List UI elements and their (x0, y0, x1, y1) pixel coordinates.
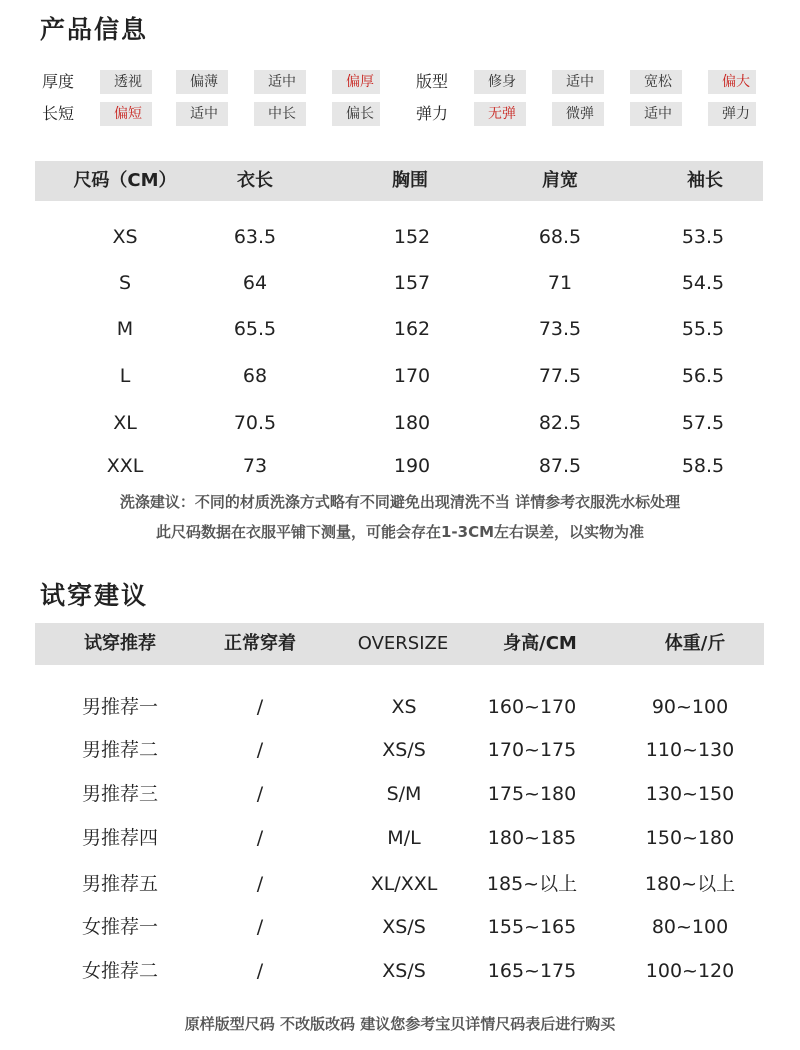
attribute-option (100, 70, 152, 94)
oversize-cell: M/L (387, 827, 421, 849)
oversize-col-header: OVERSIZE (357, 633, 449, 654)
recommend-cell: 女推荐一 (81, 916, 158, 938)
attribute-row (0, 70, 800, 94)
normal-wear-cell: / (256, 960, 264, 982)
attribute-option-label: 偏长 (346, 106, 374, 122)
normal-wear-cell: / (256, 916, 264, 938)
chest-cell: 180 (393, 412, 431, 434)
sleeve-cell: 55.5 (681, 318, 725, 340)
chest-col-header: 胸围 (392, 170, 428, 191)
shoulder-cell: 82.5 (538, 412, 582, 434)
size-table-row (0, 361, 800, 391)
attribute-option-label: 适中 (190, 106, 218, 122)
attribute-option (176, 70, 228, 94)
normal-wear-cell: / (256, 739, 264, 761)
normal-wear-col-header: 正常穿着 (224, 633, 296, 654)
fit-table-header (35, 623, 764, 665)
weight-cell: 90~100 (651, 696, 729, 718)
attribute-option-label: 适中 (644, 106, 672, 122)
attribute-label: 长短 (42, 104, 75, 123)
sleeve-cell: 56.5 (681, 365, 725, 387)
oversize-cell: XS/S (382, 960, 426, 982)
height-cell: 170~175 (487, 739, 577, 761)
height-cell: 185~以上 (486, 873, 578, 895)
attribute-option (552, 70, 604, 94)
shoulder-cell: 73.5 (538, 318, 582, 340)
height-cell: 180~185 (487, 827, 577, 849)
recommend-cell: 女推荐二 (81, 960, 158, 982)
recommend-col-header: 试穿推荐 (84, 633, 156, 654)
attribute-option-selected (708, 70, 756, 94)
footer-note: 原样版型尺码 不改版改码 建议您参考宝贝详情尺码表后进行购买 (184, 1015, 616, 1033)
shoulder-cell: 68.5 (538, 226, 582, 248)
attribute-label: 厚度 (42, 72, 75, 91)
attribute-option-label: 偏厚 (346, 74, 374, 90)
fit-table-row (0, 779, 800, 809)
length-cell: 65.5 (233, 318, 277, 340)
attribute-option-selected (474, 102, 526, 126)
length-cell: 70.5 (233, 412, 277, 434)
attribute-row (0, 102, 800, 126)
fit-table-row (0, 912, 800, 942)
size-cell: XS (112, 226, 138, 248)
sleeve-cell: 53.5 (681, 226, 725, 248)
attribute-option (474, 70, 526, 94)
normal-wear-cell: / (256, 696, 264, 718)
weight-cell: 80~100 (651, 916, 729, 938)
weight-cell: 150~180 (645, 827, 735, 849)
attribute-option-label: 弹力 (722, 106, 750, 122)
attribute-option-label: 宽松 (644, 74, 672, 90)
sleeve-col-header: 袖长 (687, 170, 723, 191)
weight-cell: 180~以上 (644, 873, 736, 895)
attribute-option-label: 偏大 (722, 74, 750, 90)
attribute-option (176, 102, 228, 126)
fit-table-row (0, 735, 800, 765)
recommend-cell: 男推荐二 (81, 739, 158, 761)
length-cell: 73 (242, 455, 268, 477)
attribute-option-label: 透视 (114, 74, 142, 90)
attribute-option (708, 102, 756, 126)
shoulder-cell: 71 (547, 272, 573, 294)
chest-cell: 190 (393, 455, 431, 477)
normal-wear-cell: / (256, 873, 264, 895)
chest-cell: 152 (393, 226, 431, 248)
chest-cell: 157 (393, 272, 431, 294)
sleeve-cell: 57.5 (681, 412, 725, 434)
attribute-label: 弹力 (416, 104, 449, 123)
height-col-header: 身高/CM (503, 633, 577, 654)
weight-cell: 100~120 (645, 960, 735, 982)
sleeve-cell: 58.5 (681, 455, 725, 477)
size-table-row (0, 268, 800, 298)
weight-cell: 110~130 (645, 739, 735, 761)
shoulder-col-header: 肩宽 (542, 170, 578, 191)
size-cell: S (118, 272, 132, 294)
size-table-header (35, 161, 763, 201)
size-table-row (0, 451, 800, 481)
size-table-row (0, 408, 800, 438)
shoulder-cell: 77.5 (538, 365, 582, 387)
size-cell: XXL (106, 455, 144, 477)
wash-note: 洗涤建议：不同的材质洗涤方式略有不同避免出现清洗不当 详情参考衣服洗水标处理 (119, 493, 681, 511)
attribute-option-label: 适中 (268, 74, 296, 90)
normal-wear-cell: / (256, 827, 264, 849)
size-table-row (0, 222, 800, 252)
size-col-header: 尺码（CM） (73, 170, 177, 191)
fit-table-row (0, 823, 800, 853)
height-cell: 165~175 (487, 960, 577, 982)
size-cell: XL (113, 412, 137, 434)
recommend-cell: 男推荐五 (81, 873, 158, 895)
attribute-option-label: 偏薄 (190, 74, 218, 90)
height-cell: 160~170 (487, 696, 577, 718)
attribute-option-label: 中长 (268, 106, 296, 122)
recommend-cell: 男推荐四 (81, 827, 158, 849)
measure-note: 此尺码数据在衣服平铺下测量，可能会存在1-3CM左右误差，以实物为准 (155, 523, 645, 541)
chest-cell: 170 (393, 365, 431, 387)
weight-cell: 130~150 (645, 783, 735, 805)
normal-wear-cell: / (256, 783, 264, 805)
attribute-option (332, 102, 380, 126)
attribute-option (552, 102, 604, 126)
size-table-row (0, 314, 800, 344)
length-cell: 68 (242, 365, 268, 387)
attribute-option-label: 修身 (488, 74, 516, 90)
height-cell: 155~165 (487, 916, 577, 938)
oversize-cell: XS/S (382, 739, 426, 761)
length-col-header: 衣长 (237, 170, 273, 191)
attribute-option-label: 无弹 (488, 106, 516, 122)
recommend-cell: 男推荐三 (81, 783, 158, 805)
oversize-cell: S/M (386, 783, 422, 805)
attribute-option (254, 102, 306, 126)
attribute-label: 版型 (416, 72, 449, 91)
attribute-option (254, 70, 306, 94)
size-cell: L (119, 365, 131, 387)
fit-table-row (0, 869, 800, 899)
oversize-cell: XS/S (382, 916, 426, 938)
weight-col-header: 体重/斤 (664, 633, 726, 654)
attribute-option (630, 102, 682, 126)
oversize-cell: XL/XXL (370, 873, 438, 895)
fit-advice-title: 试穿建议 (40, 581, 149, 610)
chest-cell: 162 (393, 318, 431, 340)
size-cell: M (116, 318, 134, 340)
attribute-option-label: 适中 (566, 74, 594, 90)
attribute-option-selected (100, 102, 152, 126)
length-cell: 64 (242, 272, 268, 294)
length-cell: 63.5 (233, 226, 277, 248)
recommend-cell: 男推荐一 (81, 696, 158, 718)
attribute-option-label: 微弹 (566, 106, 594, 122)
fit-table-row (0, 956, 800, 986)
product-info-title: 产品信息 (40, 15, 149, 44)
sleeve-cell: 54.5 (681, 272, 725, 294)
attribute-option-selected (332, 70, 380, 94)
attribute-option-label: 偏短 (114, 106, 142, 122)
fit-table-row (0, 692, 800, 722)
oversize-cell: XS (391, 696, 417, 718)
shoulder-cell: 87.5 (538, 455, 582, 477)
attribute-option (630, 70, 682, 94)
height-cell: 175~180 (487, 783, 577, 805)
